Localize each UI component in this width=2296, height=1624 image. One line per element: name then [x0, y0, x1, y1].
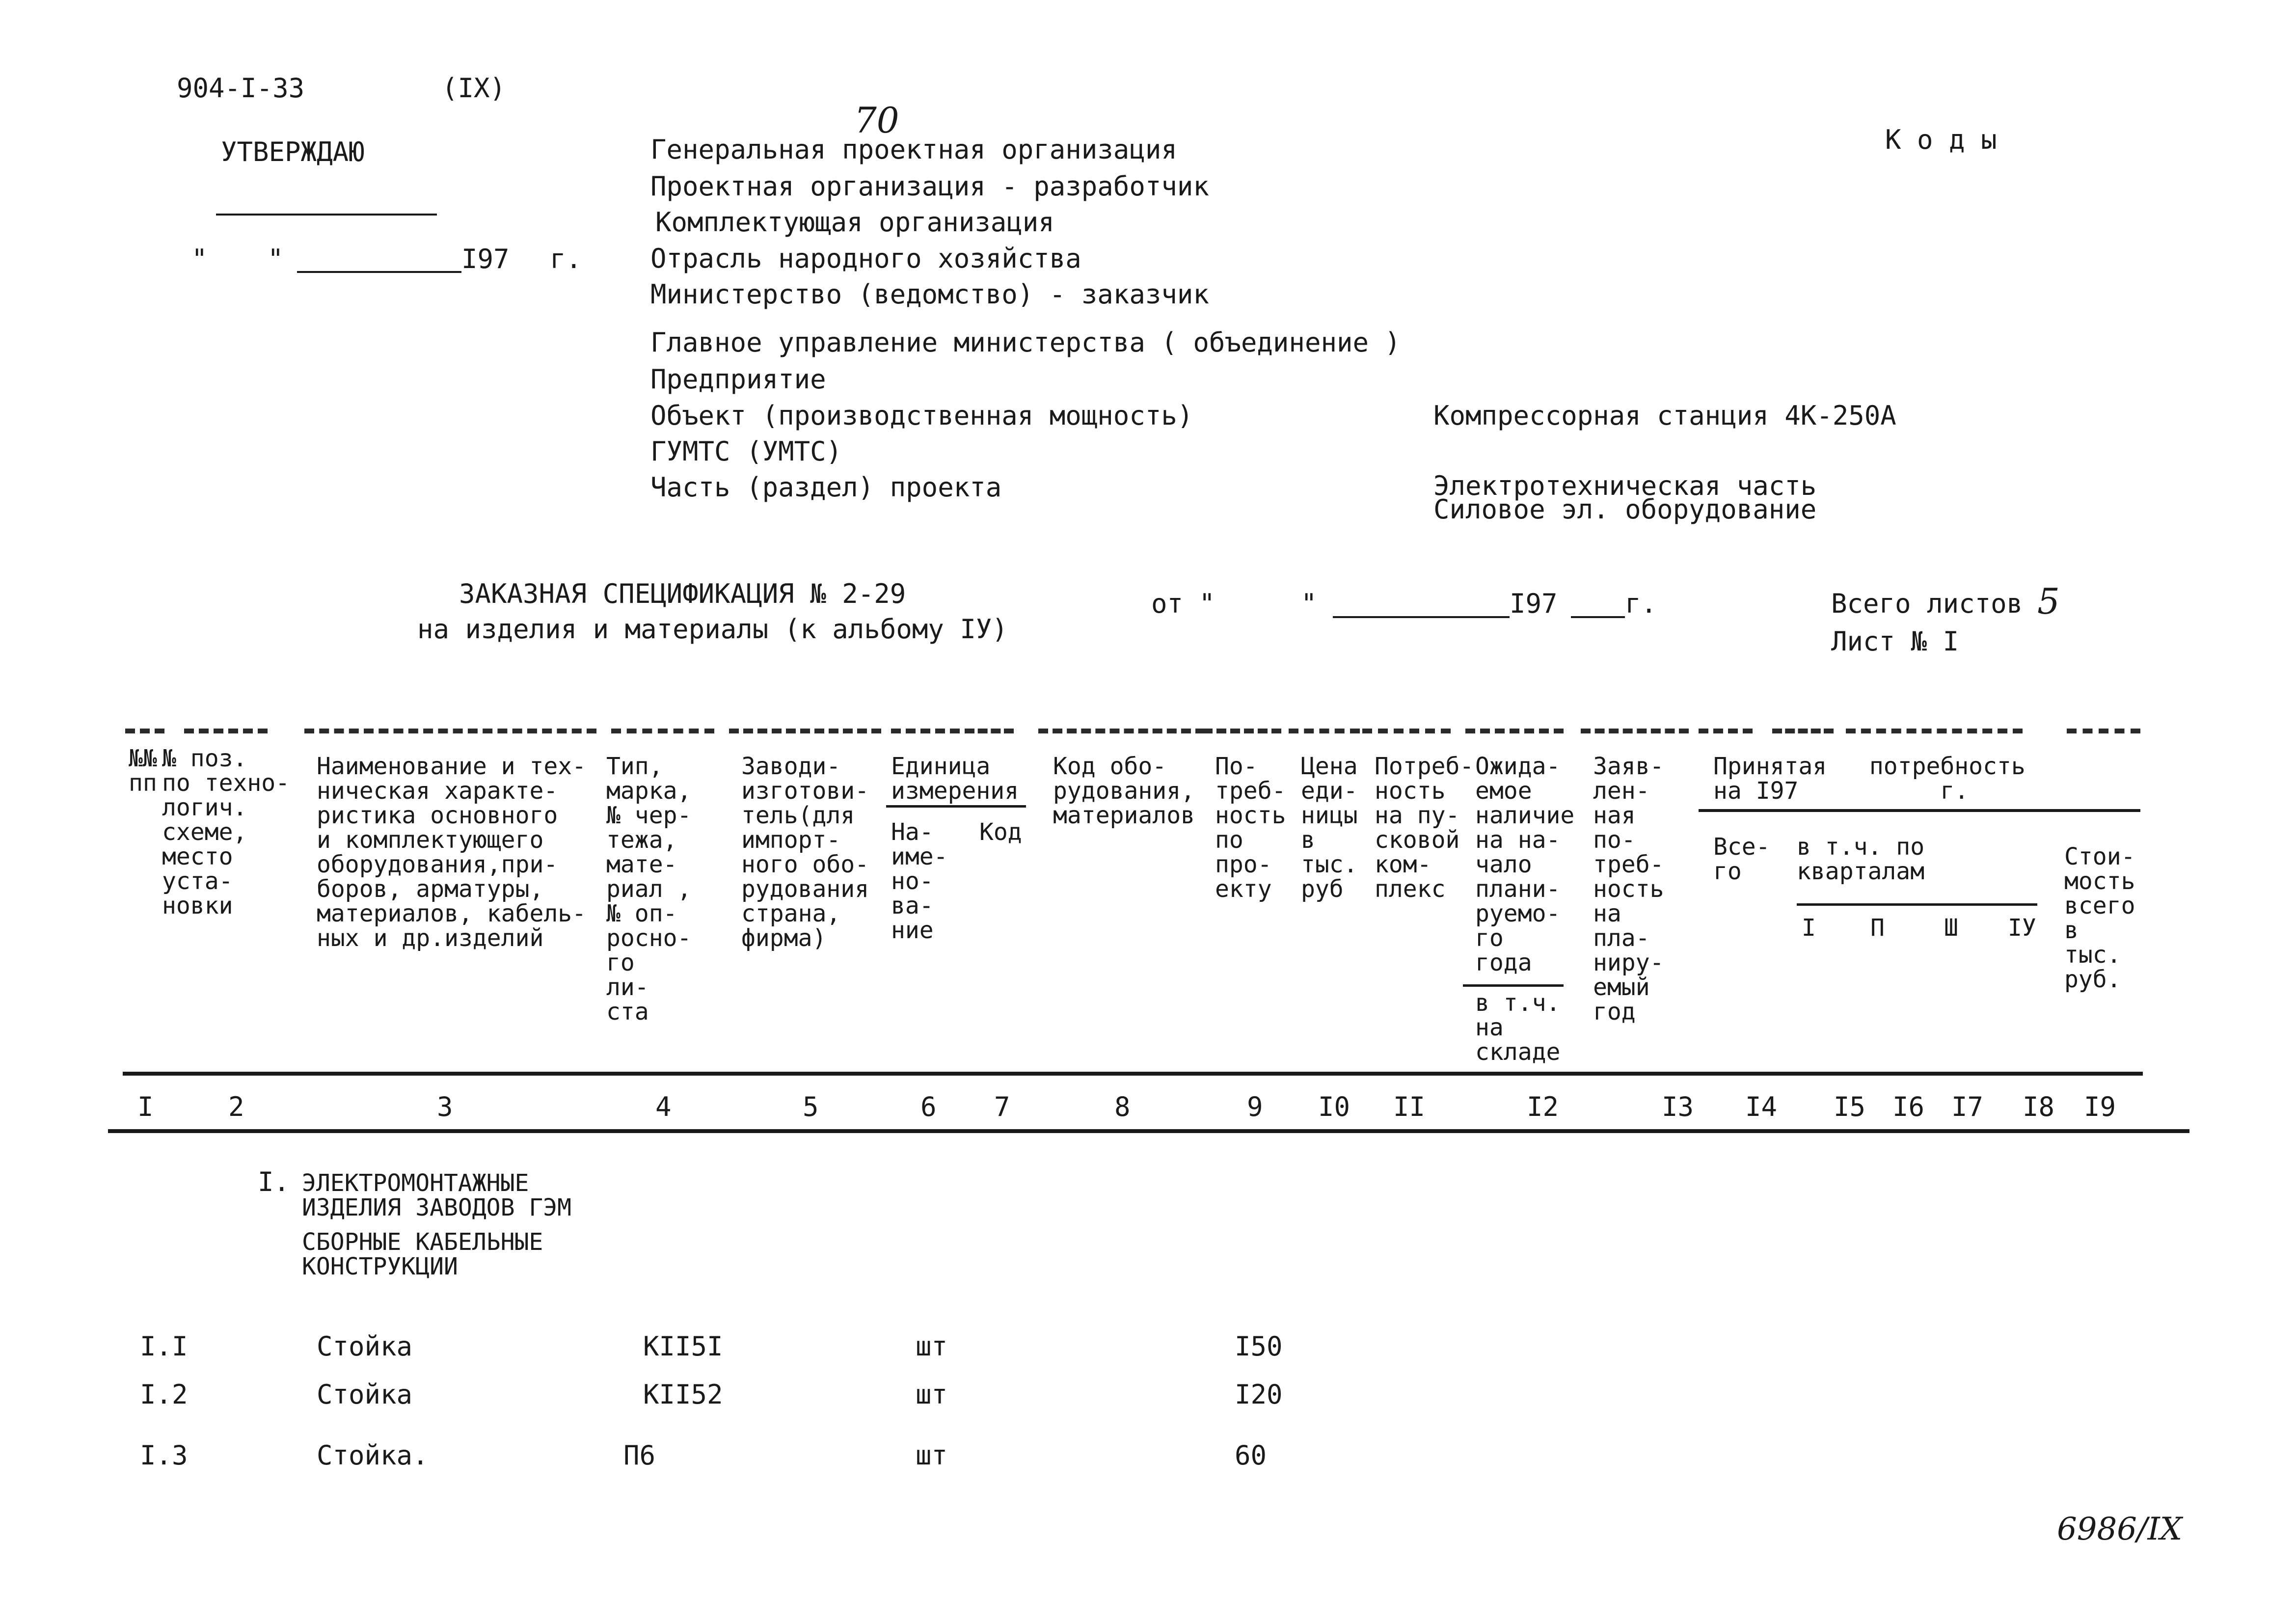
row-quantity: I20	[1235, 1379, 1283, 1410]
row-unit: шт	[916, 1379, 948, 1410]
field-general-org: Генеральная проектная организация	[650, 134, 1177, 165]
table-top-line	[1846, 729, 2023, 733]
table-top-line	[184, 729, 268, 733]
approval-date-line	[297, 271, 461, 273]
column-number: I0	[1318, 1091, 1351, 1122]
table-top-line	[1772, 729, 1834, 733]
total-sheets-label: Всего листов	[1831, 588, 2023, 619]
unit-group-rule	[886, 805, 1026, 808]
section-number: I.	[258, 1166, 290, 1197]
header-bottom-rule	[123, 1072, 2143, 1076]
header-q3: Ш	[1944, 914, 1958, 942]
approval-quote-open: "	[191, 244, 208, 274]
spec-date-year-line	[1571, 616, 1625, 618]
field-design-org: Проектная организация - разработчик	[650, 171, 1209, 202]
row-number: I.I	[140, 1331, 188, 1362]
column-number: I3	[1662, 1091, 1694, 1122]
field-ministry: Министерство (ведомство) - заказчик	[650, 279, 1209, 310]
row-quantity: I50	[1235, 1331, 1283, 1362]
table-top-line	[1699, 729, 1753, 733]
total-sheets-value: 5	[2037, 581, 2060, 622]
header-col-12: Ожида- емое наличие на на- чало плани- руемо- го года	[1475, 753, 1575, 976]
column-number: I5	[1834, 1091, 1866, 1122]
header-col-8: Код обо- рудования, материалов	[1053, 753, 1195, 829]
table-top-line	[1362, 729, 1451, 733]
header-col-14: Все- го	[1713, 833, 1770, 885]
table-top-line	[1581, 729, 1689, 733]
field-object: Объект (производственная мощность)	[650, 400, 1193, 431]
header-q2: П	[1870, 914, 1885, 942]
header-quarters-group: в т.ч. по кварталам	[1797, 833, 1925, 885]
header-col-11: Потреб- ность на пу- сковой ком- плекс	[1375, 753, 1474, 903]
col-12-rule	[1463, 984, 1564, 987]
field-enterprise: Предприятие	[650, 364, 826, 395]
header-col-13: Заяв- лен- ная по- треб- ность на пла- ниру- емый год	[1593, 753, 1664, 1026]
sheet-number: Лист № I	[1831, 626, 1959, 657]
header-col-3: Наименование и тех- ническая характе- ристика основного и комплектующего оборудования,при- боров, арматуры, материалов, кабель- ных и др.изделий	[317, 753, 587, 952]
codes-label: К о д ы	[1885, 124, 1997, 155]
section-title: ЭЛЕКТРОМОНТАЖНЫЕ ИЗДЕЛИЯ ЗАВОДОВ ГЭМ	[302, 1169, 572, 1221]
approval-quote-close: "	[268, 244, 284, 274]
column-number: I2	[1527, 1091, 1559, 1122]
spec-date-prefix: от "	[1151, 588, 1216, 619]
header-col-6: На- име- но- ва- ние	[891, 818, 948, 944]
column-number: I	[137, 1091, 154, 1122]
volume-number: (IX)	[442, 73, 506, 104]
table-top-line	[611, 729, 714, 733]
table-top-line	[891, 729, 960, 733]
column-number: I8	[2023, 1091, 2055, 1122]
table-top-line	[1038, 729, 1205, 733]
column-number: II	[1393, 1091, 1426, 1122]
header-accepted-group: Принятая потребность на I97 г.	[1713, 753, 2026, 805]
column-number: 7	[994, 1091, 1010, 1122]
object-value: Компрессорная станция 4К-250А	[1433, 400, 1896, 431]
field-supply-org: Комплектующая организация	[655, 207, 1054, 238]
row-unit: шт	[916, 1440, 948, 1471]
column-number: 4	[655, 1091, 672, 1122]
table-top-line	[1203, 729, 1281, 733]
approval-label: УТВЕРЖДАЮ	[221, 136, 365, 167]
part-value-2: Силовое эл. оборудование	[1433, 494, 1817, 525]
header-q1: I	[1802, 914, 1816, 942]
table-top-line	[965, 729, 1014, 733]
row-name: Стойка.	[317, 1440, 429, 1471]
row-name: Стойка	[317, 1331, 413, 1362]
row-name: Стойка	[317, 1379, 413, 1410]
spec-date-line	[1333, 616, 1510, 618]
quarters-rule	[1797, 903, 2037, 906]
archive-handwritten-mark: 6986/IX	[2057, 1511, 2183, 1547]
field-main-directorate: Главное управление министерства ( объединение )	[650, 327, 1401, 358]
row-type: КII5I	[643, 1331, 723, 1362]
column-number: I7	[1951, 1091, 1984, 1122]
approval-year: I97	[461, 244, 510, 274]
header-col-10: Цена еди- ницы в тыс. руб	[1301, 753, 1358, 903]
spec-date-year: I97	[1510, 588, 1558, 619]
spec-date-suffix: г.	[1625, 588, 1657, 619]
signature-line	[216, 214, 437, 216]
row-number: I.3	[140, 1440, 188, 1471]
header-col-19: Стои- мость всего в тыс. руб.	[2064, 843, 2135, 993]
header-col-7: Код	[979, 818, 1022, 846]
row-unit: шт	[916, 1331, 948, 1362]
column-number: I4	[1745, 1091, 1778, 1122]
table-top-line	[729, 729, 881, 733]
field-project-part: Часть (раздел) проекта	[650, 472, 1002, 503]
row-type: КII52	[643, 1379, 723, 1410]
section-subtitle: СБОРНЫЕ КАБЕЛЬНЫЕ КОНСТРУКЦИИ	[302, 1228, 543, 1280]
table-top-line	[1465, 729, 1564, 733]
column-number: 9	[1247, 1091, 1263, 1122]
header-col-9: По- треб- ность по про- екту	[1215, 753, 1286, 903]
accepted-group-rule	[1699, 809, 2140, 812]
approval-year-suffix: г.	[550, 244, 582, 274]
table-top-line	[304, 729, 596, 733]
field-gumts: ГУМТС (УМТС)	[650, 436, 842, 467]
column-number: 6	[920, 1091, 937, 1122]
spec-date-quote: "	[1301, 588, 1317, 619]
column-number: 5	[803, 1091, 819, 1122]
header-col-12-stock: в т.ч. на складе	[1475, 989, 1561, 1066]
header-col-2: № поз. по техно- логич. схеме, место уста- новки	[162, 745, 290, 920]
header-col-4: Тип, марка, № чер- тежа, мате- риал , № оп- росно- го ли- ста	[606, 753, 692, 1026]
table-top-line	[1289, 729, 1360, 733]
spec-subtitle: на изделия и материалы (к альбому IУ)	[417, 614, 1008, 645]
column-number: 2	[228, 1091, 244, 1122]
table-top-line	[125, 729, 164, 733]
column-number: I6	[1892, 1091, 1925, 1122]
field-industry: Отрасль народного хозяйства	[650, 243, 1081, 274]
header-unit-group: Единица измерения	[891, 753, 1019, 805]
row-quantity: 60	[1235, 1440, 1267, 1471]
header-q4: IУ	[2008, 914, 2036, 942]
sheet-handwritten-mark: 70	[854, 100, 899, 141]
column-number: 8	[1114, 1091, 1131, 1122]
column-numbers-rule	[108, 1129, 2189, 1133]
row-type: П6	[623, 1440, 656, 1471]
table-top-line	[2067, 729, 2140, 733]
header-col-1: №№ пп	[129, 745, 157, 797]
header-col-5: Заводи- изготови- тель(для импорт- ного обо- рудования страна, фирма)	[741, 753, 869, 952]
spec-title: ЗАКАЗНАЯ СПЕЦИФИКАЦИЯ № 2-29	[459, 578, 906, 609]
part-value-1: Электротехническая часть	[1433, 470, 1817, 501]
column-number: I9	[2084, 1091, 2116, 1122]
column-number: 3	[437, 1091, 453, 1122]
document-code: 904-I-33	[177, 73, 305, 104]
row-number: I.2	[140, 1379, 188, 1410]
